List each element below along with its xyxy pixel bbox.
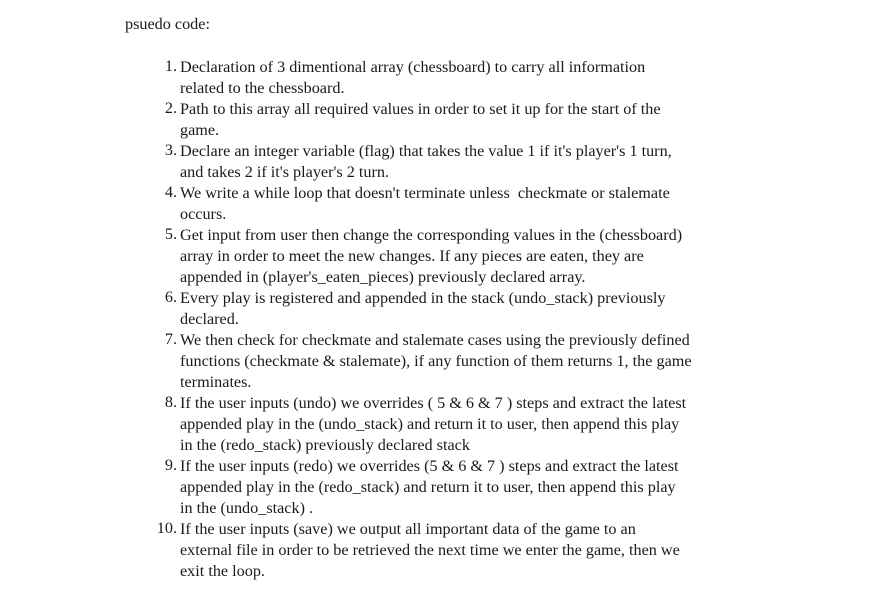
item-number: 9. <box>164 456 177 474</box>
list-item <box>150 99 692 141</box>
item-number: 5. <box>164 225 177 243</box>
item-number: 3. <box>164 141 177 159</box>
item-text-line: in the (undo_stack) . <box>180 499 314 517</box>
item-text-line: and takes 2 if it's player's 2 turn. <box>180 163 390 181</box>
list-item <box>150 183 692 225</box>
item-text-line: Path to this array all required values in order to set it up for the start of the <box>180 100 661 118</box>
item-text-line: in the (redo_stack) previously declared stack <box>180 436 470 454</box>
item-text-line: If the user inputs (save) we output all important data of the game to an <box>180 520 636 538</box>
item-text-line: We then check for checkmate and stalemate cases using the previously defined <box>180 331 690 349</box>
list-item <box>150 57 692 99</box>
item-number: 10. <box>156 519 177 537</box>
list-item <box>150 456 692 519</box>
item-text-line: Get input from user then change the corresponding values in the (chessboard) <box>180 226 683 244</box>
item-number: 6. <box>164 288 177 306</box>
item-number: 7. <box>164 330 177 348</box>
item-text-line: declared. <box>180 310 239 328</box>
item-text-line: If the user inputs (redo) we overrides (5 & 6 & 7 ) steps and extract the latest <box>180 457 679 475</box>
list-item <box>150 141 692 183</box>
item-number: 2. <box>164 99 177 117</box>
item-number: 4. <box>164 183 177 201</box>
list-item <box>150 330 692 393</box>
list-item <box>150 288 692 330</box>
item-number: 1. <box>164 57 177 75</box>
pseudo-code-list <box>150 57 692 582</box>
item-text-line: Declare an integer variable (flag) that takes the value 1 if it's player's 1 turn, <box>180 142 672 160</box>
item-text-line: related to the chessboard. <box>180 79 345 97</box>
item-text-line: game. <box>180 121 220 139</box>
item-text-line: appended play in the (undo_stack) and return it to user, then append this play <box>180 415 680 433</box>
list-item <box>150 519 692 582</box>
item-text-line: occurs. <box>180 205 227 223</box>
item-text-line: If the user inputs (undo) we overrides ( 5 & 6 & 7 ) steps and extract the latest <box>180 394 687 412</box>
item-text-line: appended play in the (redo_stack) and return it to user, then append this play <box>180 478 676 496</box>
item-text-line: terminates. <box>180 373 252 391</box>
item-text-line: functions (checkmate & stalemate), if any function of them returns 1, the game <box>180 352 692 370</box>
item-text-line: array in order to meet the new changes. If any pieces are eaten, they are <box>180 247 644 265</box>
list-item <box>150 393 692 456</box>
item-text-line: external file in order to be retrieved the next time we enter the game, then we <box>180 541 680 559</box>
item-number: 8. <box>164 393 177 411</box>
item-text-line: We write a while loop that doesn't terminate unless checkmate or stalemate <box>180 184 670 202</box>
item-text-line: Declaration of 3 dimentional array (chessboard) to carry all information <box>180 58 646 76</box>
item-text-line: exit the loop. <box>180 562 265 580</box>
item-text-line: Every play is registered and appended in the stack (undo_stack) previously <box>180 289 666 307</box>
list-item <box>150 225 692 288</box>
document-heading: psuedo code: <box>125 15 210 33</box>
item-text-line: appended in (player's_eaten_pieces) previously declared array. <box>180 268 586 286</box>
